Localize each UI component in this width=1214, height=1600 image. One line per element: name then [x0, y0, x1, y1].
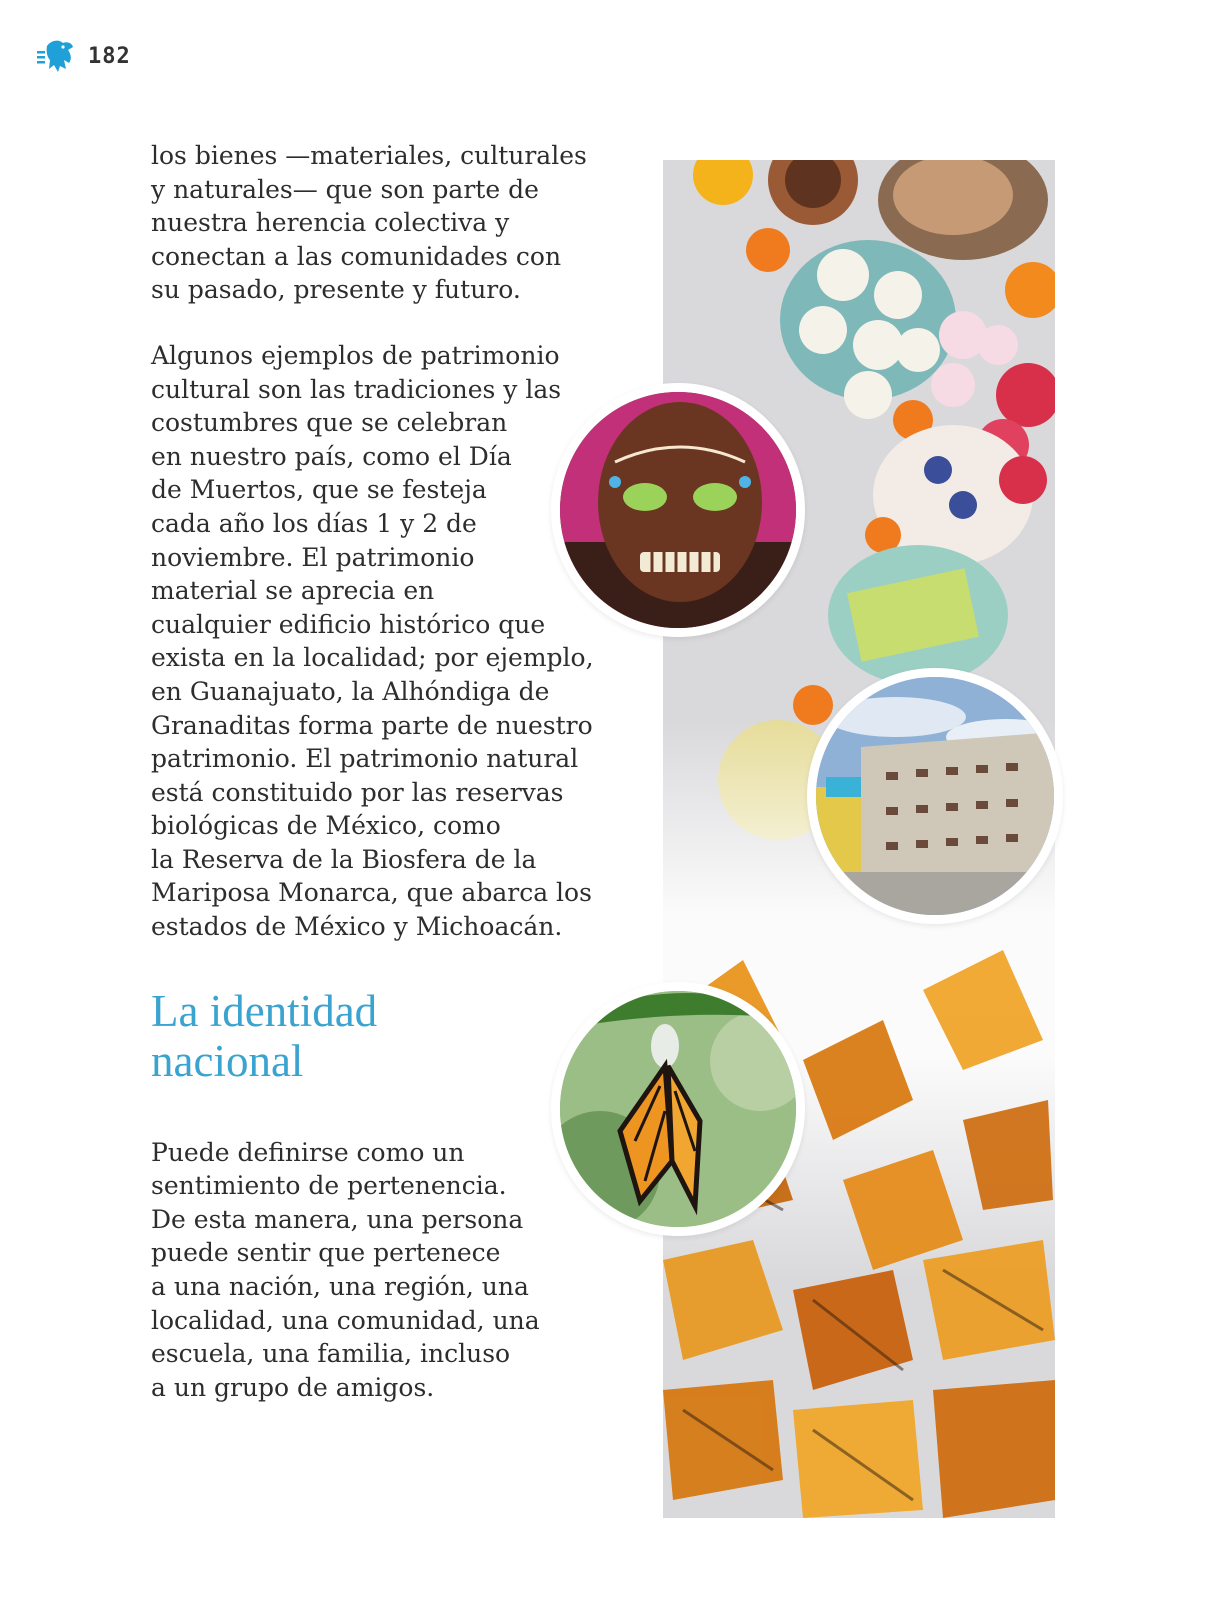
- monarch-butterfly-image: [560, 991, 796, 1227]
- section-title: La identidad nacional: [151, 985, 378, 1086]
- historic-building-image: [816, 677, 1054, 915]
- hand-bird-icon: [36, 38, 78, 74]
- main-text-column: [151, 139, 596, 1404]
- section-paragraph: Puede definirse como un sentimiento de pertenencia. De esta manera, una persona puede sentir que pertenece a una nación, una región, una localidad, una comunidad, una escuela, una familia, incluso a un grupo de amigos.: [151, 1137, 540, 1402]
- sugar-skull-image: [560, 392, 796, 628]
- body-paragraph-2: Algunos ejemplos de patrimonio cultural son las tradiciones y las costumbres que se celebran en nuestro país, como el Día de Muertos, que se festeja cada año los días 1 y 2 de noviembre. El patrimonio material se aprecia en cualquier edificio histórico que exista en la localidad; por ejemplo, en Guanajuato, la Alhóndiga de Granaditas forma parte de nuestro patrimonio. El patrimonio natural está constituido por las reservas biológicas de México, como la Reserva de la Biosfera de la Mariposa Monarca, que abarca los estados de México y Michoacán.: [151, 340, 594, 942]
- page-header: [36, 38, 131, 74]
- monarch-butterfly-photo: [551, 982, 805, 1236]
- body-paragraph-1: los bienes —materiales, culturales y naturales— que son parte de nuestra herencia colectiva y conectan a las comunidades con su pasado, presente y futuro.: [151, 141, 587, 305]
- alhondiga-photo: [807, 668, 1063, 924]
- sugar-skull-photo: [551, 383, 805, 637]
- page-number: 182: [88, 43, 131, 69]
